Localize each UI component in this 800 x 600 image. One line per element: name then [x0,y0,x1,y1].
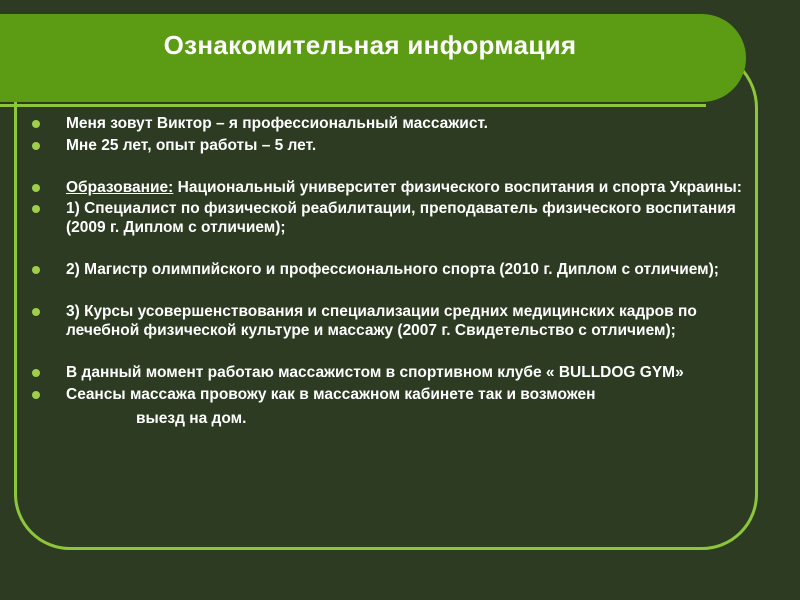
item-text: В данный момент работаю массажистом в спортивном клубе « BULLDOG GYM» [66,364,684,381]
bullet-icon [32,120,40,128]
list-item [30,363,770,382]
list-item [30,178,770,197]
list-item [30,385,770,404]
education-label: Образование: [66,179,174,196]
list-item [30,260,770,279]
item-text: 2) Магистр олимпийского и профессионального спорта (2010 г. Диплом с отличием); [66,261,719,278]
bullet-icon [32,308,40,316]
list-item [30,199,770,237]
item-text: 1) Специалист по физической реабилитации, преподаватель физического воспитания (2009 г. Диплом с отличием); [66,200,736,236]
slide-content [30,114,770,428]
item-text: Сеансы массажа провожу как в массажном кабинете так и возможен [66,386,596,403]
item-text: 3) Курсы усовершенствования и специализации средних медицинских кадров по лечебной физической культуре и массажу (2007 г. Свидетельство с отличием); [66,303,697,339]
item-text: выезд на дом. [136,410,247,427]
list-item [30,136,770,155]
bullet-icon [32,369,40,377]
list-item [30,302,770,340]
slide-title: Ознакомительная информация [163,30,577,60]
bullet-icon [32,184,40,192]
item-text: Меня зовут Виктор – я профессиональный массажист. [66,115,488,132]
bullet-icon [32,205,40,213]
bullet-icon [32,142,40,150]
list-item [30,114,770,133]
bullet-icon [32,391,40,399]
item-text: Мне 25 лет, опыт работы – 5 лет. [66,137,317,154]
item-text: Национальный университет физического воспитания и спорта Украины: [177,179,742,196]
bullet-icon [32,266,40,274]
list-item-continuation [30,409,770,428]
title-underline [0,104,706,107]
